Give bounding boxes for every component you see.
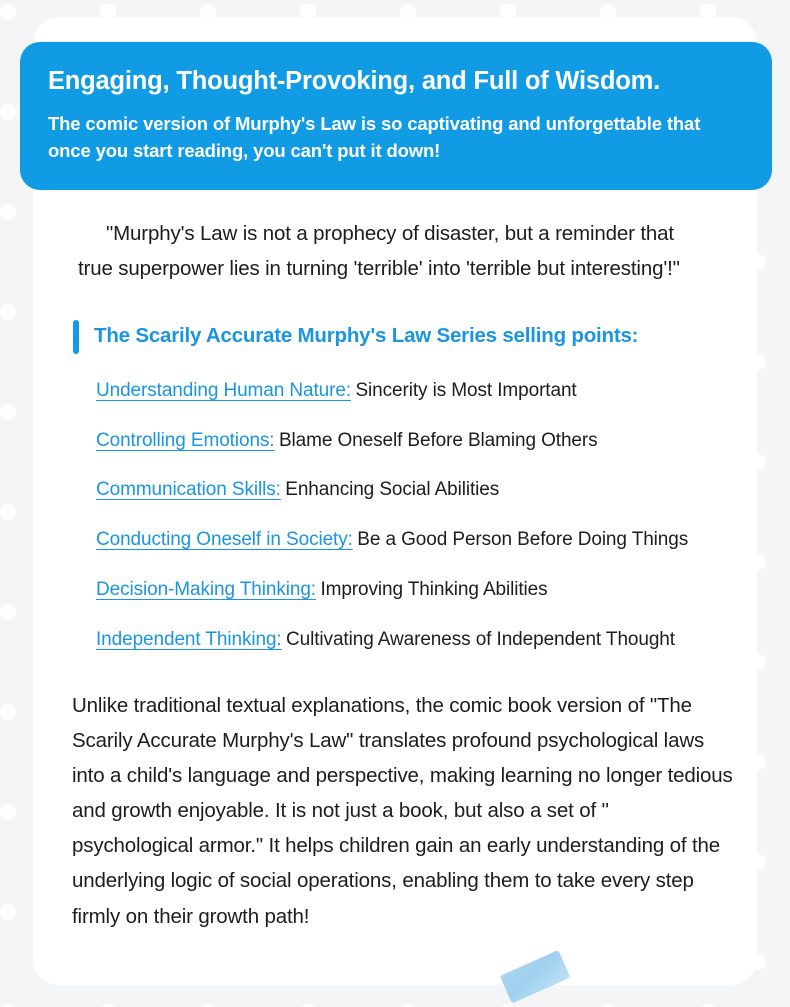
list-item bbox=[0, 628, 790, 653]
list-item bbox=[0, 379, 790, 404]
pull-quote: "Murphy's Law is not a prophecy of disaster, but a reminder that true superpower lies in turning 'terrible' into 'terrible but interesting'!" bbox=[78, 222, 680, 281]
point-label: Conducting Oneself in Society: bbox=[96, 529, 353, 551]
point-label: Decision-Making Thinking: bbox=[96, 578, 316, 600]
hero-title: Engaging, Thought-Provoking, and Full of Wisdom. bbox=[48, 67, 661, 95]
selling-points-heading bbox=[0, 317, 790, 355]
accent-bar-icon bbox=[73, 320, 79, 354]
list-item bbox=[0, 528, 790, 553]
point-label: Controlling Emotions: bbox=[96, 429, 275, 451]
selling-points-list bbox=[0, 379, 790, 652]
hero-banner bbox=[20, 42, 772, 190]
point-description: Enhancing Social Abilities bbox=[285, 479, 500, 501]
closing-paragraph: Unlike traditional textual explanations, the comic book version of "The Scarily Accurate Murphy's Law" translates profound psychological laws into a child's language and perspective, making learning no longer tedious and growth enjoyable. It is not just a book, but also a set of " psychological armor." It helps children gain an early understanding of the underlying logic of social operations, enabling them to take every step firmly on their growth path! bbox=[72, 694, 733, 928]
body-region bbox=[0, 216, 790, 934]
point-description: Cultivating Awareness of Independent Thought bbox=[286, 628, 675, 650]
point-description: Blame Oneself Before Blaming Others bbox=[278, 429, 598, 451]
list-item bbox=[0, 478, 790, 503]
point-description: Improving Thinking Abilities bbox=[320, 578, 548, 600]
point-label: Independent Thinking: bbox=[96, 628, 282, 650]
list-item bbox=[0, 429, 790, 454]
point-label: Communication Skills: bbox=[96, 479, 281, 501]
point-label: Understanding Human Nature: bbox=[96, 380, 351, 402]
point-description: Sincerity is Most Important bbox=[355, 380, 577, 402]
selling-points-heading-text: The Scarily Accurate Murphy's Law Series selling points: bbox=[94, 323, 639, 347]
point-description: Be a Good Person Before Doing Things bbox=[357, 529, 689, 551]
hero-subtitle: The comic version of Murphy's Law is so captivating and unforgettable that once you start reading, you can't put it down! bbox=[48, 112, 701, 161]
list-item bbox=[0, 578, 790, 603]
